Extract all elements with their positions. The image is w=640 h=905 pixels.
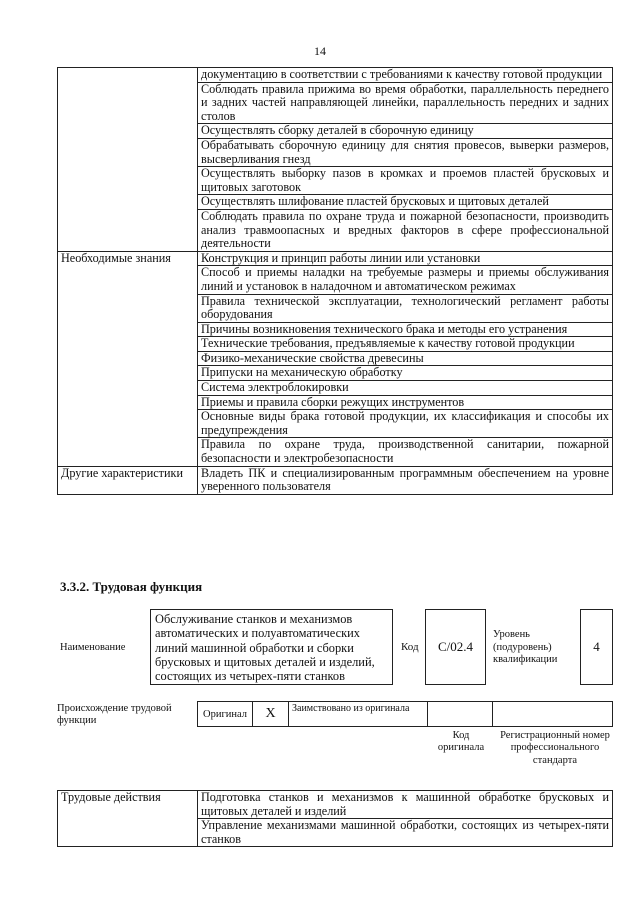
table-row [58,251,613,466]
requirements-table [57,67,613,495]
origin-code-label: Код оригинала [437,730,485,754]
list-item: Конструкция и принцип работы линии или установки [201,250,481,265]
code-value-box: C/02.4 [425,609,486,685]
knowledge-cell [198,251,613,466]
list-item: Осуществлять шлифование пластей брусковых и щитовых деталей [198,194,612,209]
other-label: Другие характеристики [58,466,198,494]
list-item: Осуществлять выборку пазов в кромках и проемов пластей брусковых и щитовых заготовок [198,166,612,194]
list-item: Технические требования, предъявляемые к качеству готовой продукции [198,336,612,351]
list-item: Управление механизмами машинной обработки, состоящих из четырех-пяти станков [198,818,612,846]
original-label: Оригинал [197,701,252,727]
reg-number-cell [493,701,613,727]
actions-table [57,790,613,847]
level-value-box: 4 [580,609,613,685]
list-item: Физико-механические свойства древесины [198,351,612,366]
section-title: 3.3.2. Трудовая функция [60,579,203,594]
list-item: Причины возникновения технического брака и методы его устранения [198,322,612,337]
list-item: Обрабатывать сборочную единицу для снятия провесов, выверки размеров, высверливания гнезд [198,138,612,166]
list-item: Основные виды брака готовой продукции, их классификация и способы их предупреждения [198,409,612,437]
list-item: Осуществлять сборку деталей в сборочную единицу [198,123,612,138]
origin-label: Происхождение трудовой функции [57,703,172,726]
knowledge-label: Необходимые знания [58,251,198,466]
table-row [58,791,613,847]
list-item: Соблюдать правила по охране труда и пожарной безопасности, производить анализ травмоопасных и вредных факторов в сфере профессиональной деятельности [198,209,612,251]
page-number: 14 [314,44,326,58]
skills-cell [198,68,613,252]
name-label: Наименование [60,642,126,653]
list-item: Подготовка станков и механизмов к машинной обработке брусковых и щитовых деталей и изделий [201,790,609,818]
function-name-box: Обслуживание станков и механизмов автоматических и полуавтоматических линий машинной обработки и сборки брусковых и щитовых деталей и изделий, состоящих из четырех-пяти станков [150,609,393,685]
list-item: Припуски на механическую обработку [198,365,612,380]
level-label: Уровень (подуровень) квалификации [493,629,558,665]
origin-code-cell [428,701,493,727]
actions-cell [198,791,613,847]
list-item: Способ и приемы наладки на требуемые размеры и приемы обслуживания линий и установок в наладочном и автоматическом режимах [198,265,612,293]
reg-number-label: Регистрационный номер профессионального стандарта [500,730,610,766]
list-item: Приемы и правила сборки режущих инструментов [198,395,612,410]
code-label: Код [401,641,419,653]
list-item: документацию в соответствии с требованиями к качеству готовой продукции [201,67,603,81]
list-item: Система электроблокировки [198,380,612,395]
other-text: Владеть ПК и специализированным программным обеспечением на уровне уверенного пользователя [198,466,613,494]
list-item: Соблюдать правила прижима во время обработки, параллельность переднего и задних частей направляющей линейки, параллельность передних и задних столов [198,82,612,124]
table-row [58,68,613,252]
list-item: Правила технической эксплуатации, технологический регламент работы оборудования [198,294,612,322]
original-mark: X [252,701,289,727]
origin-row [197,701,613,727]
borrowed-label: Заимствовано из оригинала [289,701,428,727]
actions-label: Трудовые действия [58,791,198,847]
table-row [58,466,613,494]
empty-label-cell [58,68,198,252]
list-item: Правила по охране труда, производственной санитарии, пожарной безопасности и электробезопасности [198,437,612,465]
